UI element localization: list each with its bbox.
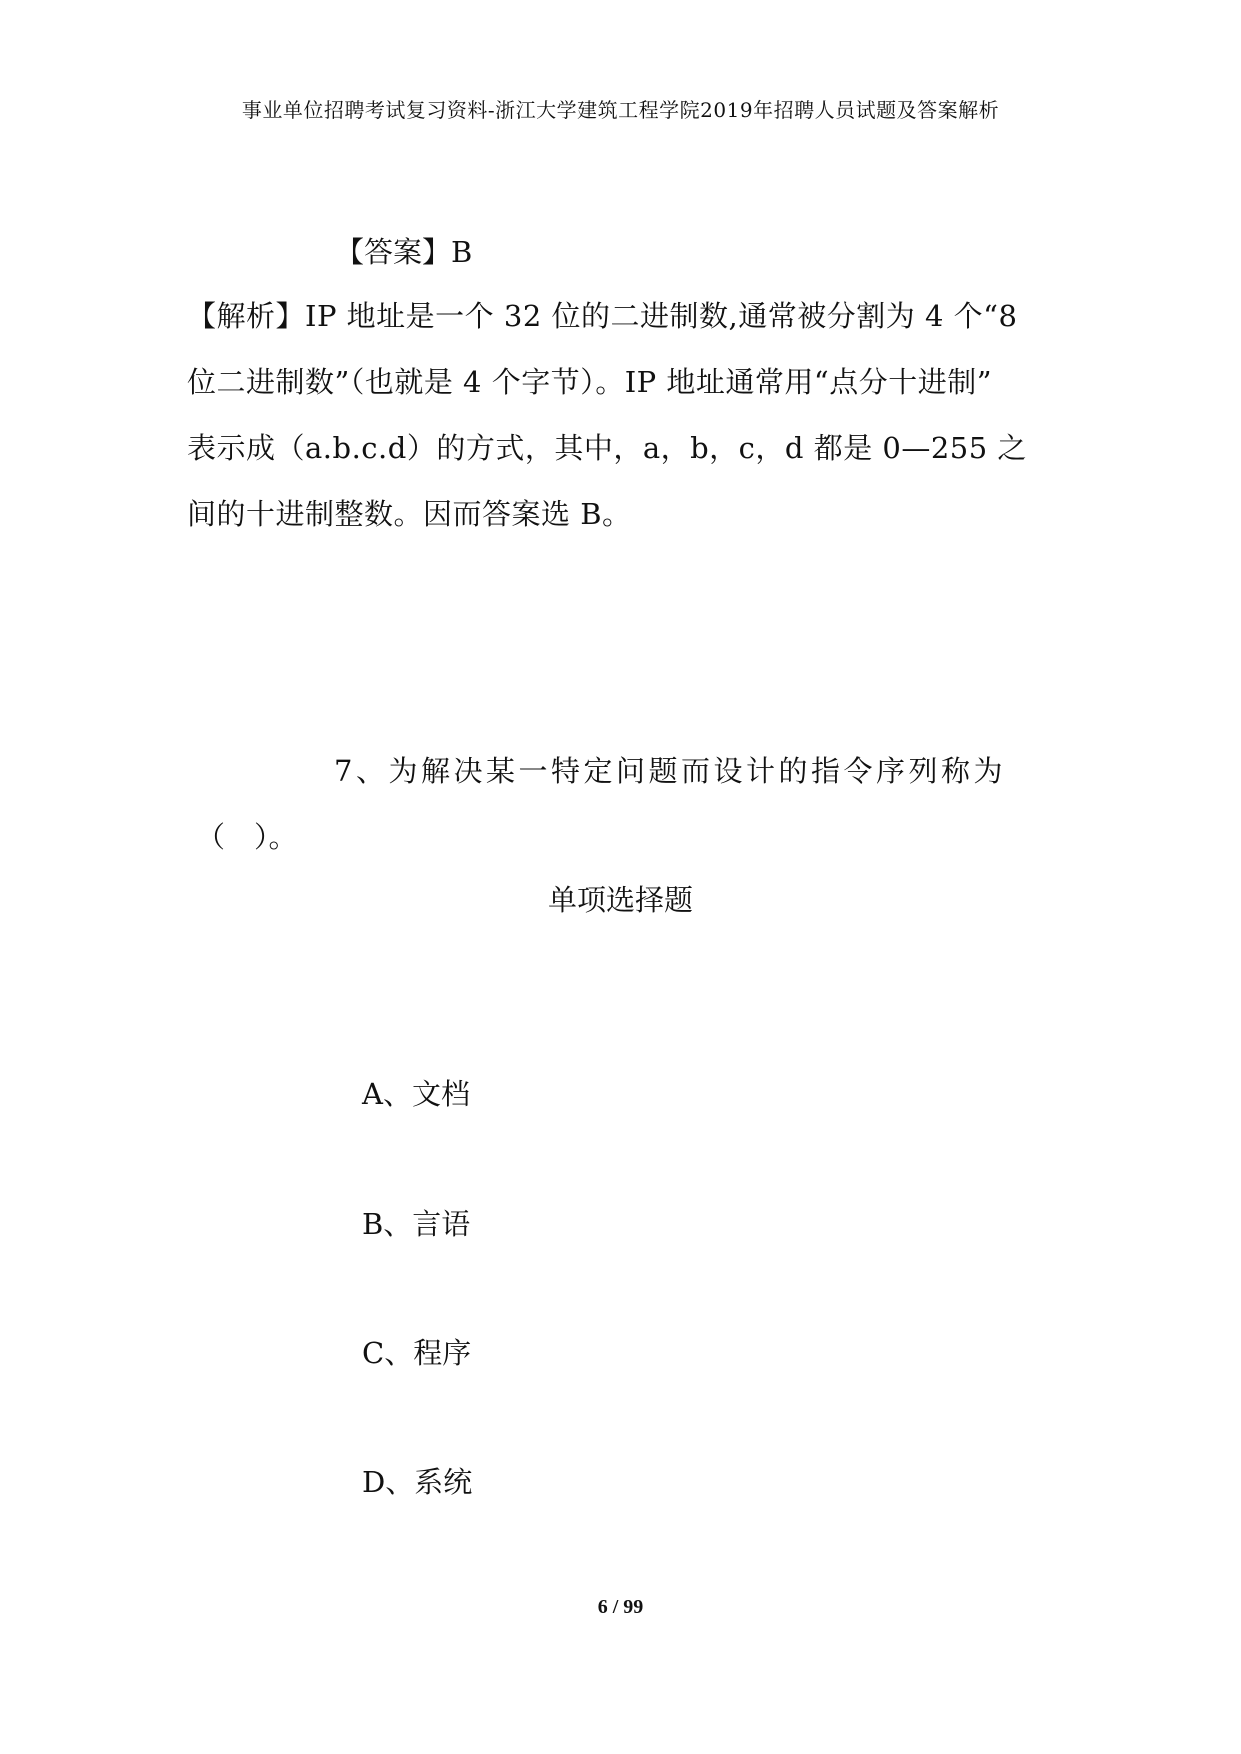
option-b: B、言语 bbox=[362, 1207, 471, 1241]
option-a: A、文档 bbox=[362, 1077, 470, 1111]
question-blank: （ ）。 bbox=[196, 820, 298, 854]
option-c: C、程序 bbox=[362, 1336, 472, 1370]
answer-label: 【答案】B bbox=[335, 235, 473, 269]
analysis-line: 间的十进制整数。因而答案选 B。 bbox=[187, 497, 632, 531]
question-type: 单项选择题 bbox=[547, 883, 693, 917]
page-number: 6 / 99 bbox=[597, 1596, 644, 1618]
analysis-line: 位二进制数”（也就是 4 个字节）。IP 地址通常用“点分十进制” bbox=[187, 365, 993, 399]
option-d: D、系统 bbox=[362, 1465, 473, 1499]
page-header: 事业单位招聘考试复习资料-浙江大学建筑工程学院2019年招聘人员试题及答案解析 bbox=[241, 98, 1000, 122]
analysis-line: 【解析】IP 地址是一个 32 位的二进制数,通常被分割为 4 个“8 bbox=[187, 299, 1018, 333]
analysis-line: 表示成（a.b.c.d）的方式，其中，a，b，c，d 都是 0—255 之 bbox=[187, 431, 1027, 465]
question-text: 7、为解决某一特定问题而设计的指令序列称为 bbox=[334, 754, 1006, 788]
